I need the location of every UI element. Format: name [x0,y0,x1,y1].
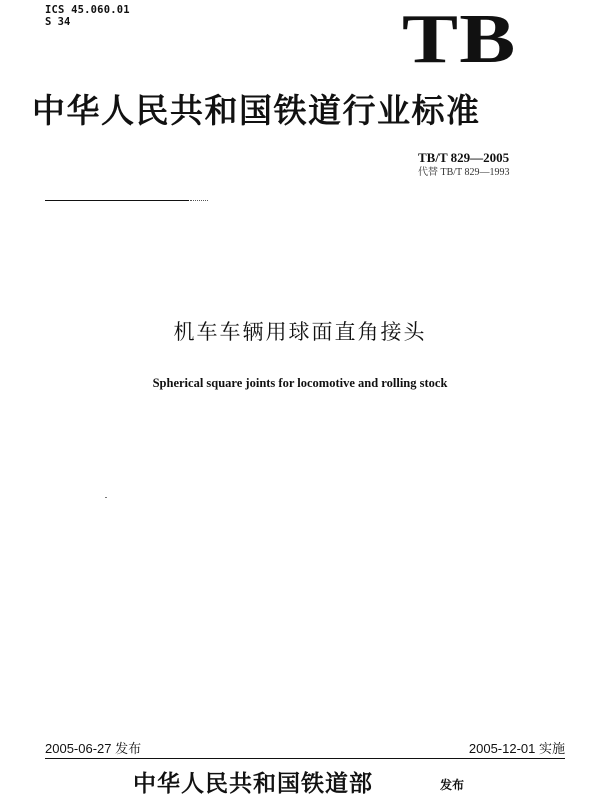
ccs-code: S 34 [45,16,71,28]
tb-logo: TB [402,1,517,78]
ics-code: ICS 45.060.01 [45,4,130,16]
top-divider-tail [190,200,208,202]
issuing-authority-suffix: 发布 [440,778,465,792]
implementation-date: 2005-12-01 实施 [468,741,565,756]
document-title-en: Spherical square joints for locomotive and rolling stock [152,376,448,390]
scan-speck [105,497,107,498]
document-title-cn: 机车车辆用球面直角接头 [173,320,427,344]
issue-date: 2005-06-27 发布 [45,741,142,756]
standard-title: 中华人民共和国铁道行业标准 [32,91,481,130]
issuing-authority: 中华人民共和国铁道部 [133,770,373,797]
replaces-note: 代替 TB/T 829—1993 [418,167,510,178]
bottom-divider [45,758,565,759]
top-divider [45,200,189,201]
standard-number: TB/T 829—2005 [418,150,510,165]
